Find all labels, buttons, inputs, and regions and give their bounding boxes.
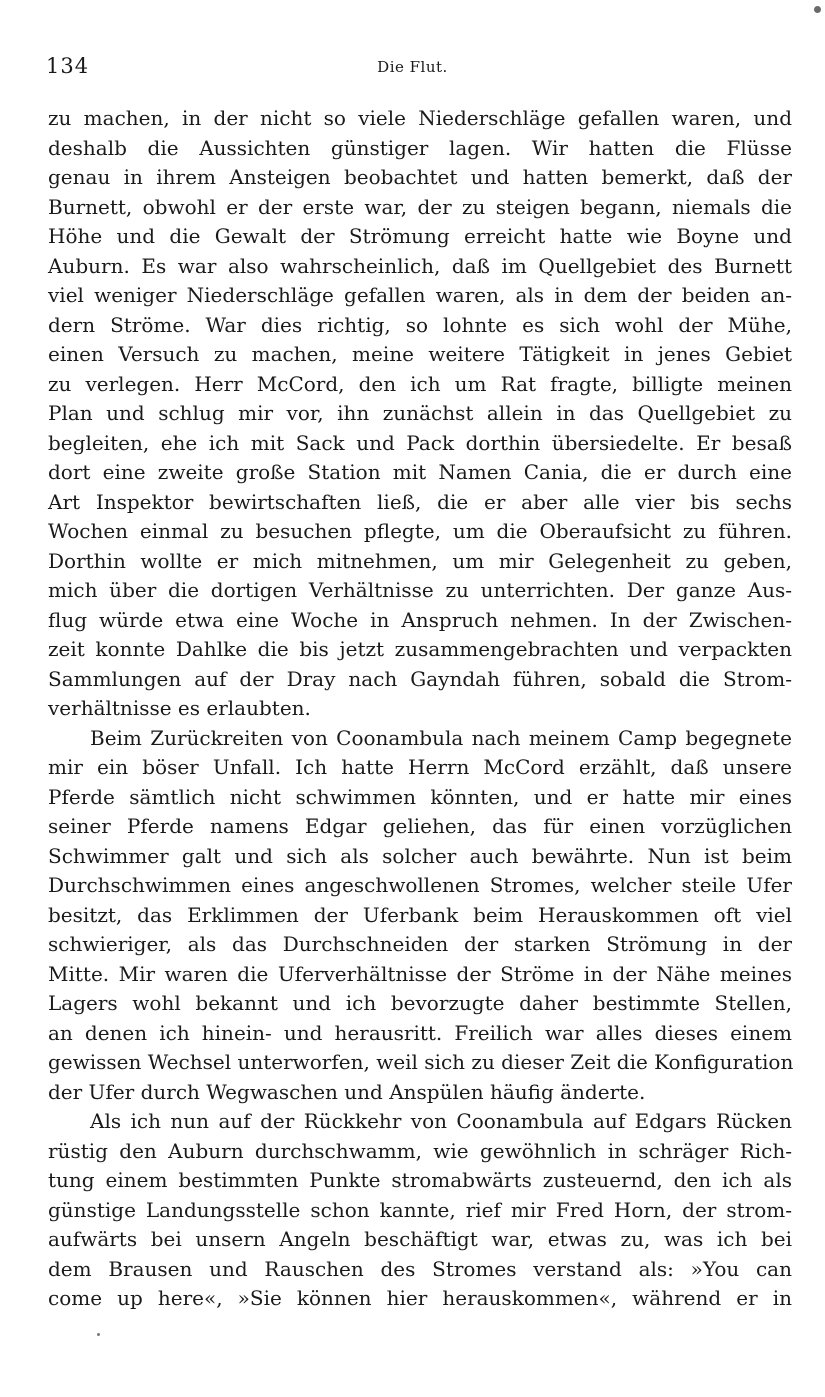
- text-line: mir ein böser Unfall. Ich hatte Herrn McCord erzählt, daß unsere: [48, 755, 792, 779]
- text-line: Burnett, obwohl er der erste war, der zu steigen begann, niemals die: [48, 194, 792, 219]
- text-line: Beim Zurückreiten von Coonambula nach meinem Camp begegnete: [90, 725, 792, 750]
- print-speck: [814, 6, 821, 13]
- text-line: dort eine zweite große Station mit Namen Cania, die er durch eine: [48, 460, 792, 484]
- text-line: Höhe und die Gewalt der Strömung erreicht hatte wie Boyne und: [48, 224, 792, 248]
- text-line: Sammlungen auf der Dray nach Gayndah führen, sobald die Strom-: [48, 666, 792, 691]
- text-line: viel weniger Niederschläge gefallen waren, als in dem der beiden an-: [48, 283, 792, 307]
- text-line: zu machen, in der nicht so viele Niederschläge gefallen waren, und: [48, 106, 792, 130]
- text-line: gewissen Wechsel unterworfen, weil sich zu dieser Zeit die Konfiguration: [48, 1050, 794, 1074]
- print-speck: [97, 1333, 100, 1336]
- text-line: aufwärts bei unsern Angeln beschäftigt war, etwas zu, was ich bei: [48, 1227, 792, 1251]
- text-line: verhältnisse es erlaubten.: [48, 696, 311, 720]
- text-line: der Ufer durch Wegwaschen und Anspülen häufig änderte.: [48, 1079, 646, 1104]
- text-line: Wochen einmal zu besuchen pflegte, um die Oberaufsicht zu führen.: [48, 519, 792, 543]
- text-line: come up here«, »Sie können hier herauskommen«, während er in: [48, 1286, 792, 1310]
- text-line: dem Brausen und Rauschen des Stromes verstand als: »You can: [48, 1256, 792, 1281]
- running-head: Die Flut.: [377, 58, 448, 76]
- text-line: Lagers wohl bekannt und ich bevorzugte daher bestimmte Stellen,: [48, 991, 792, 1015]
- page-number: 134: [46, 54, 90, 78]
- text-line: genau in ihrem Ansteigen beobachtet und hatten bemerkt, daß der: [48, 165, 792, 189]
- text-line: flug würde etwa eine Woche in Anspruch nehmen. In der Zwischen-: [48, 607, 792, 632]
- text-line: einen Versuch zu machen, meine weitere Tätigkeit in jenes Gebiet: [48, 342, 792, 366]
- text-line: zeit konnte Dahlke die bis jetzt zusammengebrachten und verpackten: [48, 637, 792, 661]
- text-line: besitzt, das Erklimmen der Uferbank beim Herauskommen oft viel: [48, 902, 792, 927]
- text-line: deshalb die Aussichten günstiger lagen. Wir hatten die Flüsse: [48, 135, 792, 160]
- text-line: Durchschwimmen eines angeschwollenen Stromes, welcher steile Ufer: [48, 873, 792, 897]
- text-line: Als ich nun auf der Rückkehr von Coonambula auf Edgars Rücken: [90, 1109, 792, 1133]
- text-line: Mitte. Mir waren die Uferverhältnisse der Ströme in der Nähe meines: [48, 961, 792, 986]
- text-line: an denen ich hinein- und herausritt. Freilich war alles dieses einem: [48, 1020, 792, 1045]
- text-line: rüstig den Auburn durchschwamm, wie gewöhnlich in schräger Rich-: [48, 1138, 792, 1163]
- text-line: Auburn. Es war also wahrscheinlich, daß im Quellgebiet des Burnett: [48, 253, 792, 278]
- text-line: dern Ströme. War dies richtig, so lohnte es sich wohl der Mühe,: [48, 312, 792, 337]
- text-line: Schwimmer galt und sich als solcher auch bewährte. Nun ist beim: [48, 843, 792, 868]
- text-line: Dorthin wollte er mich mitnehmen, um mir Gelegenheit zu geben,: [48, 548, 792, 573]
- text-line: begleiten, ehe ich mit Sack und Pack dorthin übersiedelte. Er besaß: [48, 430, 792, 455]
- text-line: tung einem bestimmten Punkte stromabwärts zusteuernd, den ich als: [48, 1168, 792, 1192]
- text-line: Plan und schlug mir vor, ihn zunächst allein in das Quellgebiet zu: [48, 401, 792, 425]
- text-line: Art Inspektor bewirtschaften ließ, die er aber alle vier bis sechs: [48, 489, 792, 514]
- text-line: zu verlegen. Herr McCord, den ich um Rat fragte, billigte meinen: [48, 371, 792, 396]
- text-line: günstige Landungsstelle schon kannte, rief mir Fred Horn, der strom-: [48, 1197, 792, 1222]
- text-line: seiner Pferde namens Edgar geliehen, das für einen vorzüglichen: [48, 814, 792, 838]
- text-line: mich über die dortigen Verhältnisse zu unterrichten. Der ganze Aus-: [48, 578, 792, 602]
- text-line: Pferde sämtlich nicht schwimmen könnten, und er hatte mir eines: [48, 784, 792, 809]
- text-line: schwieriger, als das Durchschneiden der starken Strömung in der: [48, 932, 792, 956]
- body-text: [48, 104, 792, 1314]
